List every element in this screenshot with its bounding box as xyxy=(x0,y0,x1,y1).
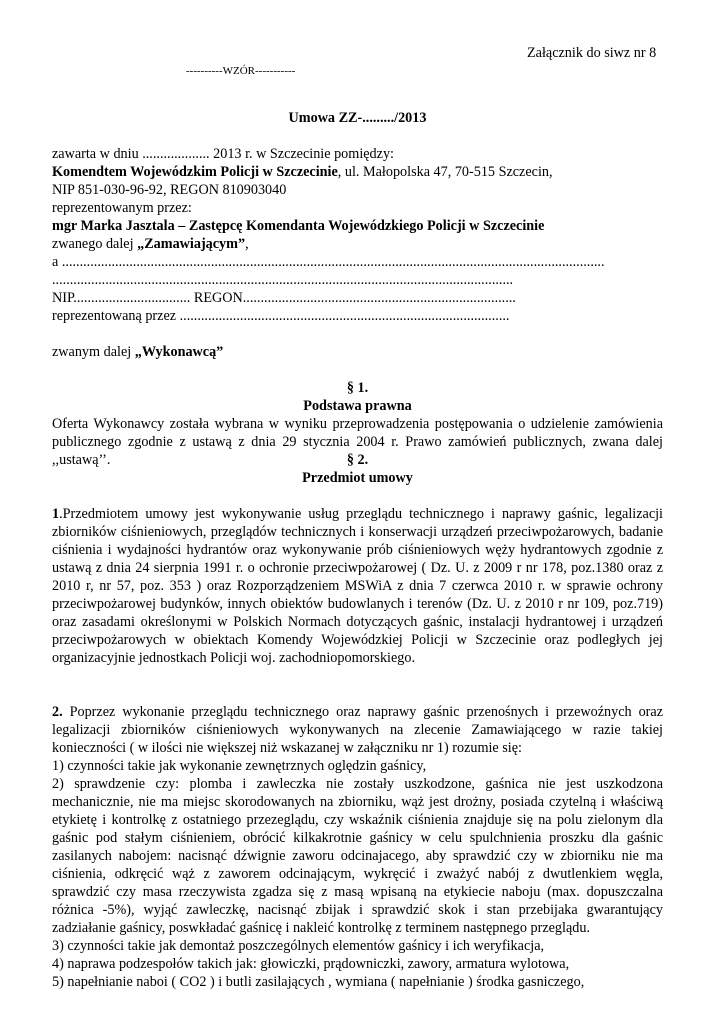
contract-date-line: zawarta w dniu ................... 2013 r. w Szczecinie pomiędzy: xyxy=(52,146,394,162)
list-item: 3) czynności takie jak demontaż poszczególnych elementów gaśnicy i ich weryfikacja, xyxy=(52,938,545,954)
list-item: 1) czynności takie jak wykonanie zewnętrznych oględzin gaśnicy, xyxy=(52,758,427,774)
contractor-representative-blank: reprezentowaną przez ............................................................................................. xyxy=(52,308,510,324)
section1-heading: Podstawa prawna xyxy=(303,398,412,414)
contractor-alias-prefix: zwanym dalej xyxy=(52,344,135,360)
contractor-nip-regon-blank: NIP................................. REGON............................................................................. xyxy=(52,290,516,306)
client-alias-suffix: , xyxy=(245,236,249,252)
p1-number: 1 xyxy=(52,506,60,522)
client-alias-prefix: zwanego dalej xyxy=(52,236,138,252)
section1-number: § 1. xyxy=(346,380,369,396)
template-mark: ----------WZÓR----------- xyxy=(186,65,296,77)
p2-number: 2. xyxy=(52,704,63,720)
contractor-address-blank: .................................................................................................................................. xyxy=(52,272,514,288)
list-item: 2) sprawdzenie czy: plomba i zawleczka nie zostały uszkodzone, gaśnica nie jest uszkodzona mechanicznie, nie ma miejsc skorodowanych na zbiorniku, wąż jest drożny, posiada czytelną i właściwą etykietę i kontrolkę z ostatniego przezeglądu, czy wskaźnik ciśnienia znajduje się na polu zielonym dla gaśnic pod stałym ciśnieniem, obrócić kilkakrotnie gaśnicy w celu spulchnienia proszku dla gaśnic zasilanych nabojem: nacisnąć dźwignie zaworu odcinajacego, aby sprawdzić czy w zbiorniku nie ma ciśnienia, odkręcić wąż z zaworem odcinającym, wykręcić i zważyć nabój z dwutlenkiem węgla, sprawdzić czy masa rzeczywista zgadza się z masą wpisaną na etykiecie naboju (max. dopuszczalna różnica -5%), wyjąć zawleczkę, nacisnąć zbijak i sprawdzić skok i stan przebijaka gwarantujący zadziałanie gaśnicy, poswkładać gaśnicę i naklеić kontrolkę z terminem następnego przeglądu. xyxy=(52,776,663,936)
contractor-alias-line xyxy=(52,343,223,361)
client-name: Komendtem Wojewódzkim Policji w Szczecinie xyxy=(52,164,338,180)
section2-number: § 2. xyxy=(346,452,369,468)
client-alias-line xyxy=(52,235,249,253)
contractor-alias: „Wykonawcą” xyxy=(134,344,224,360)
represented-by-label: reprezentowanym przez: xyxy=(52,200,192,216)
contract-title: Umowa ZZ-........./2013 xyxy=(288,110,427,126)
section2-paragraph-2 xyxy=(52,703,663,991)
client-address: , ul. Małopolska 47, 70-515 Szczecin, xyxy=(337,164,553,180)
client-alias: „Zamawiającym” xyxy=(137,236,246,252)
client-representative: mgr Marka Jasztala – Zastępcę Komendanta Wojewódzkiego Policji w Szczecinie xyxy=(52,218,545,234)
contractor-name-blank: a ......................................................................................................................................................... xyxy=(52,254,605,270)
list-item: 5) napełnianie naboi ( CO2 ) i butli zasilających , wymiana ( napełnianie ) środka gasniczego, xyxy=(52,974,585,990)
section2-heading: Przedmiot umowy xyxy=(302,470,413,486)
attachment-label: Załącznik do siwz nr 8 xyxy=(527,45,657,61)
p1-text: .Przedmiotem umowy jest wykonywanie usług przeglądu technicznego i naprawy gaśnic, legalizacji zbiorników ciśnieniowych, przeglądów technicznych i konserwacji urządzeń przeciwpożarowych, badanie ciśnienia i wydajności hydrantów oraz wykonywanie prób ciśnieniowych węży hydrantowych zgodnie z ustawą z dnia 24 sierpnia 1991 r. o ochronie przeciwpożarowej ( Dz. U. z 2009 r nr 178, poz.1380 oraz z 2010 r, nr 57, poz. 353 ) oraz Rozporządzeniem MSWiA z dnia 7 czerwca 2010 r. w sprawie ochrony przeciwpożarowej budynków, innych obiektów budowlanych i terenów (Dz. U. z 2010 r nr 109, poz.719) oraz zasadami określonymi w Polskich Normach dotyczących gaśnic, instalacji hydrantowej i urządzeń przeciwpożarowych w obiektach Komendy Wojewódzkiej Policji w Szczecinie oraz podległych jej organizacyjnie jednostkach Policji woj. zachodniopomorskiego. xyxy=(52,506,663,666)
list-item: 4) naprawa podzespołów takich jak: głowiczki, prądowniczki, zawory, armatura wylotowa, xyxy=(52,956,570,972)
section1-paragraph: Oferta Wykonawcy została wybrana w wyniku przeprowadzenia postępowania o udzielenie zamówienia publicznego zgodnie z ustawą z dnia 29 stycznia 2004 r. Prawo zamówień publicznych, zwana dalej ,,ustawą’’. xyxy=(52,416,663,468)
client-nip-regon: NIP 851-030-96-92, REGON 810903040 xyxy=(52,182,287,198)
client-name-line xyxy=(52,163,553,181)
section2-paragraph-1 xyxy=(52,505,663,667)
p2-text: Poprzez wykonanie przeglądu technicznego oraz naprawy gaśnic przenośnych i przewoźnych oraz legalizacji zbiorników ciśnieniowych wykonywanych na zlecenie Zamawiającego w razie takiej konieczności ( w ilości nie większej niż wskazanej w załączniku nr 1) rozumie się: xyxy=(52,704,663,756)
